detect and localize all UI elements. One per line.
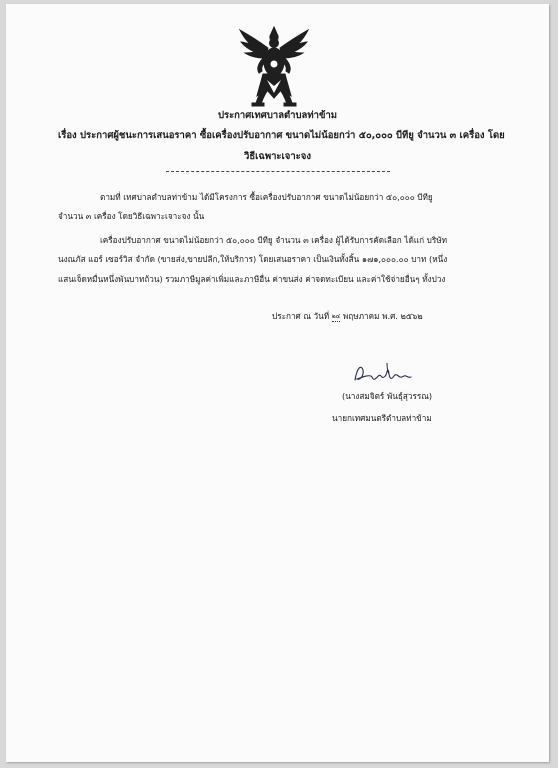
garuda-emblem-icon [237, 26, 311, 108]
paragraph-2-line-1: เครื่องปรับอากาศ ขนาดไม่น้อยกว่า ๕๐,๐๐๐ บีทียู จำนวน ๓ เครื่อง ผู้ได้รับการคัดเลือก ได้แก่ บริษัท [100, 235, 448, 245]
paragraph-1-line-2: จำนวน ๓ เครื่อง โดยวิธีเฉพาะเจาะจง นั้น [58, 211, 205, 221]
date-day: ๒๔ [331, 313, 341, 320]
signatory-position: นายกเทศมนตรีตำบลท่าข้าม [332, 413, 432, 423]
section-divider [166, 171, 390, 172]
subject-line-1: เรื่อง ประกาศผู้ชนะการเสนอราคา ซื้อเครื่องปรับอากาศ ขนาดไม่น้อยกว่า ๕๐,๐๐๐ บีทียู จำนวน ๓ เครื่อง โดย [58, 130, 505, 141]
paragraph-1-line-1: ตามที่ เทศบาลตำบลท่าข้าม ได้มีโครงการ ซื้อเครื่องปรับอากาศ ขนาดไม่น้อยกว่า ๕๐,๐๐๐ บีทียู [100, 192, 433, 202]
paragraph-2-line-2: นงณภัส แอร์ เซอร์วิส จำกัด (ขายส่ง,ขายปลีก,ให้บริการ) โดยเสนอราคา เป็นเงินทั้งสิ้น ๑๗๑,๐๐๐.๐๐ บาท (หนึ่ง [58, 254, 448, 264]
paragraph-2-line-3: แสนเจ็ดหมื่นหนึ่งพันบาทถ้วน) รวมภาษีมูลค่าเพิ่มและภาษีอื่น ค่าขนส่ง ค่าจดทะเบียน และค่าใช้จ่ายอื่นๆ ทั้งปวง [58, 274, 446, 284]
document-page [6, 4, 549, 762]
date-month-year: พฤษภาคม พ.ศ. ๒๕๖๒ [342, 311, 423, 321]
subject-line-2: วิธีเฉพาะเจาะจง [243, 151, 311, 162]
announcement-date [272, 310, 423, 323]
date-prefix: ประกาศ ณ วันที่ [272, 311, 330, 321]
handwritten-signature [351, 360, 413, 386]
signatory-name: (นางสมจิตร์ พันธุ์สุวรรณ) [342, 391, 433, 401]
office-title: ประกาศเทศบาลตำบลท่าข้าม [217, 110, 338, 121]
